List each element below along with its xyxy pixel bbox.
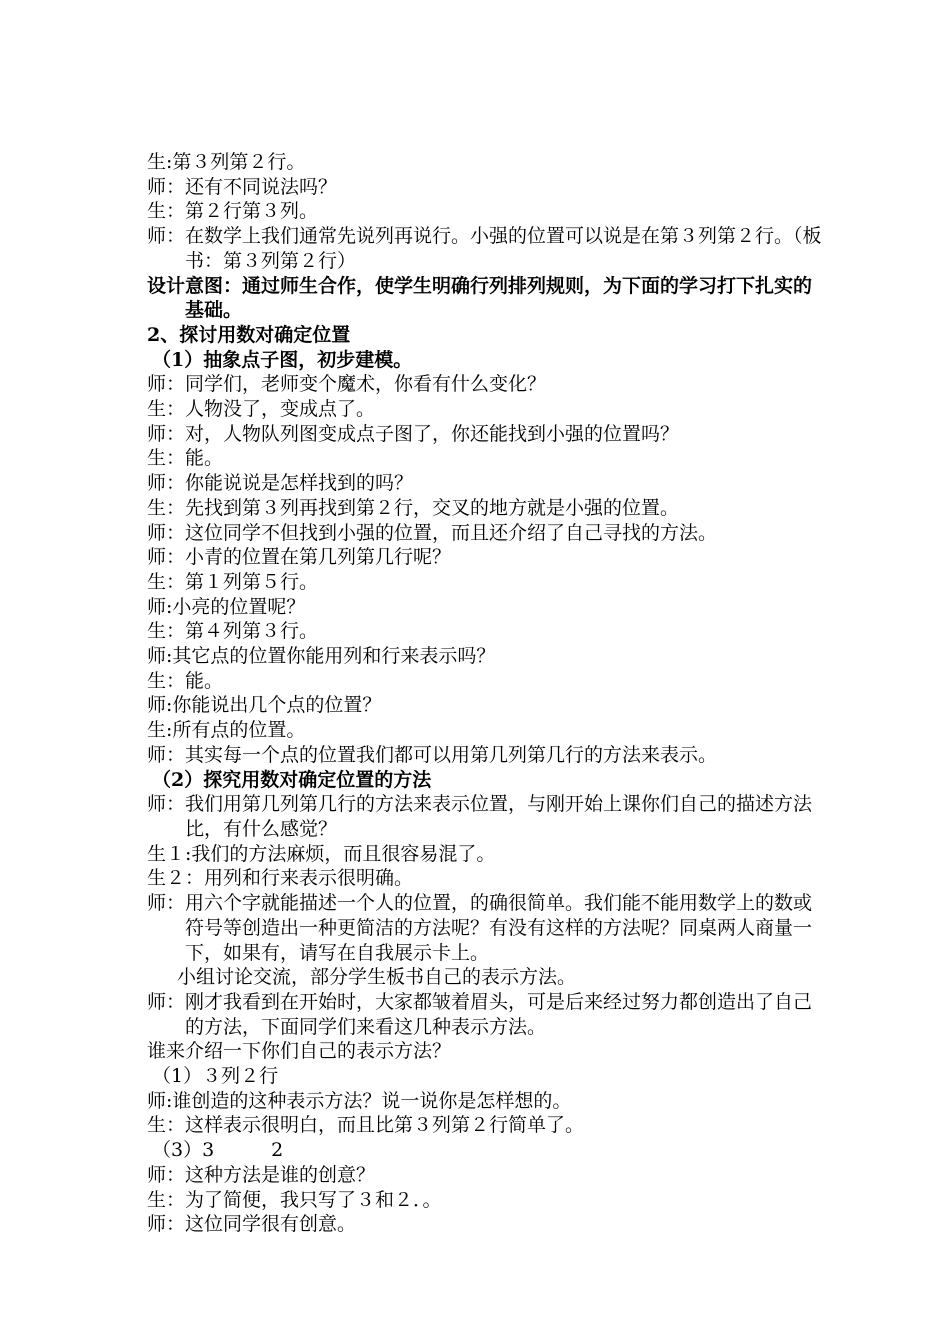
dialogue-line: 师：这种方法是谁的创意？	[147, 1163, 376, 1186]
narration-line: 小组讨论交流，部分学生板书自己的表示方法。	[177, 966, 577, 989]
dialogue-line: 师：用六个字就能描述一个人的位置，的确很简单。我们能不能用数学上的数或符号等创造出一种更简洁的方法呢？有没有这样的方法呢？同桌两人商量一下，如果有，请写在自我展示卡上。	[147, 892, 813, 964]
dialogue-line: 师：我们用第几列第几行的方法来表示位置，与刚开始上课你们自己的描述方法比，有什么感觉？	[147, 793, 813, 840]
dialogue-line: 生：为了简便，我只写了３和２．。	[147, 1188, 442, 1211]
method-item: （3）3 2	[152, 1139, 284, 1162]
dialogue-line: 师：同学们，老师变个魔术，你看有什么变化？	[147, 373, 547, 396]
dialogue-line: 生：这样表示很明白，而且比第３列第２行简单了。	[147, 1114, 585, 1137]
dialogue-line: 师：这位同学很有创意。	[147, 1213, 357, 1236]
dialogue-line: 生:第３列第２行。	[147, 151, 306, 173]
method-item: （1）３列２行	[152, 1065, 279, 1088]
subsection-heading: （1）抽象点子图，初步建模。	[152, 348, 413, 371]
dialogue-line: 生１:我们的方法麻烦，而且很容易混了。	[147, 842, 496, 865]
document-page	[147, 150, 827, 1237]
design-intent: 设计意图：通过师生合作，使学生明确行列排列规则，为下面的学习打下扎实的基础。	[147, 274, 813, 322]
dialogue-line: 生：第４列第３行。	[147, 620, 319, 643]
dialogue-line: 师：在数学上我们通常先说列再说行。小强的位置可以说是在第３列第２行。（板书：第３列第２行）	[147, 225, 822, 272]
dialogue-line: 生：第２行第３列。	[147, 200, 319, 223]
dialogue-line: 师：还有不同说法吗？	[147, 175, 338, 198]
dialogue-line: 师:谁创造的这种表示方法？说一说你是怎样想的。	[147, 1089, 572, 1112]
dialogue-line: 师:小亮的位置呢？	[147, 595, 306, 618]
dialogue-line: 生２：用列和行来表示很明确。	[147, 867, 414, 890]
dialogue-line: 师：刚才我看到在开始时，大家都皱着眉头，可是后来经过努力都创造出了自己的方法，下面同学们来看这几种表示方法。	[147, 990, 813, 1038]
dialogue-line: 师：你能说说是怎样找到的吗？	[147, 472, 414, 495]
dialogue-line: 师：其实每一个点的位置我们都可以用第几列第几行的方法来表示。	[147, 743, 718, 766]
dialogue-line: 生：人物没了，变成点了。	[147, 398, 376, 421]
dialogue-line: 生：能。	[147, 447, 224, 470]
dialogue-line: 生：能。	[147, 669, 224, 692]
dialogue-line: 师:其它点的位置你能用列和行来表示吗？	[147, 645, 496, 668]
dialogue-line: 生：先找到第３列再找到第２行，交叉的地方就是小强的位置。	[147, 496, 680, 519]
section-heading: 2、探讨用数对确定位置	[147, 323, 351, 346]
dialogue-line: 生:所有点的位置。	[147, 719, 306, 742]
dialogue-line: 师:你能说出几个点的位置？	[147, 694, 382, 717]
dialogue-line: 师：这位同学不但找到小强的位置，而且还介绍了自己寻找的方法。	[147, 521, 718, 544]
dialogue-line: 师：对，人物队列图变成点子图了，你还能找到小强的位置吗？	[147, 422, 680, 445]
dialogue-line: 生：第１列第５行。	[147, 570, 319, 593]
dialogue-line: 谁来介绍一下你们自己的表示方法？	[147, 1040, 452, 1063]
dialogue-line: 师：小青的位置在第几列第几行呢？	[147, 546, 452, 569]
subsection-heading: （2）探究用数对确定位置的方法	[152, 768, 432, 791]
